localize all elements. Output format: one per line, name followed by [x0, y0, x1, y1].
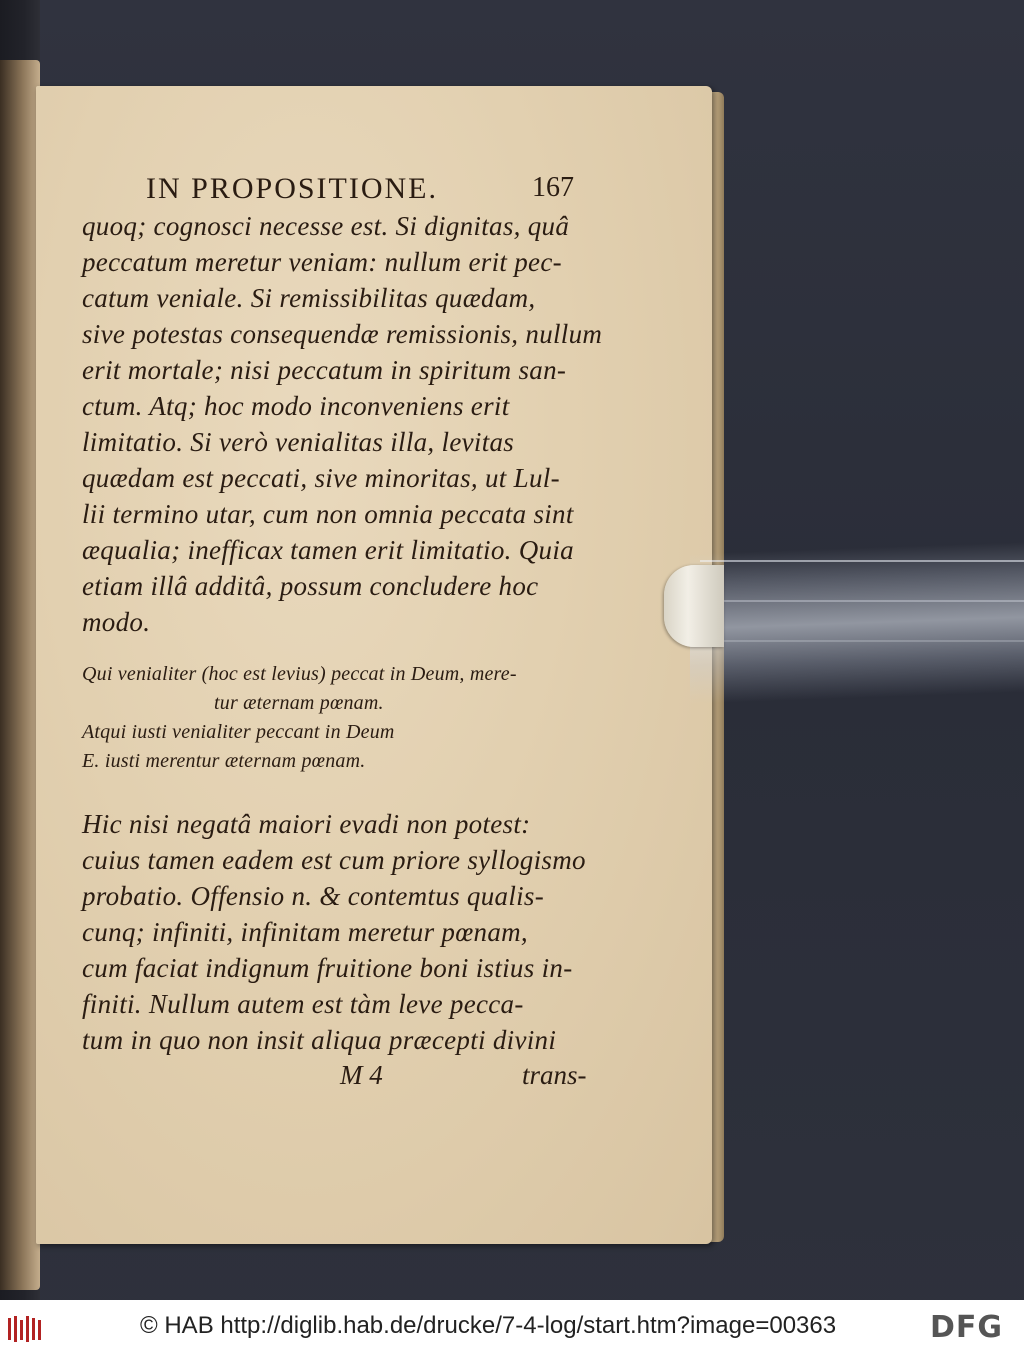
- text-line: cuius tamen eadem est cum priore syllogismo: [82, 845, 586, 875]
- text-line: erit mortale; nisi peccatum in spiritum san-: [82, 355, 567, 385]
- signature-line: [82, 1058, 642, 1096]
- syllogism-block: [82, 660, 642, 776]
- syllogism-conclusion: E. iusti merentur æternam pœnam.: [82, 750, 366, 772]
- syllogism-minor: Atqui iusti venialiter peccant in Deum: [82, 721, 395, 743]
- dfg-logo-icon: DFG: [930, 1310, 1004, 1345]
- text-line: etiam illâ additâ, possum concludere hoc: [82, 571, 539, 601]
- text-line: probatio. Offensio n. & contemtus qualis-: [82, 881, 545, 911]
- clamp-tip: [664, 565, 724, 647]
- signature-mark: M 4: [340, 1060, 383, 1090]
- page-header: [82, 168, 642, 208]
- paragraph-2: [82, 806, 642, 1058]
- syllogism-major-cont: tur æternam pœnam.: [214, 692, 384, 714]
- clamp-highlight: [700, 560, 1024, 562]
- paragraph-1: [82, 208, 642, 640]
- clamp-highlight: [700, 600, 1024, 602]
- text-line: Hic nisi negatâ maiori evadi non potest:: [82, 809, 531, 839]
- text-line: limitatio. Si verò venialitas illa, levitas: [82, 427, 515, 457]
- syllogism-major: Qui venialiter (hoc est levius) peccat in Deum, mere-: [82, 663, 517, 685]
- text-line: ctum. Atq; hoc modo inconveniens erit: [82, 391, 510, 421]
- hab-logo-icon: [6, 1314, 44, 1344]
- text-line: æqualia; inefficax tamen erit limitatio. Quia: [82, 535, 574, 565]
- text-line: sive potestas consequendæ remissionis, nullum: [82, 319, 603, 349]
- text-line: catum veniale. Si remissibilitas quædam,: [82, 283, 536, 313]
- text-line: tum in quo non insit aliqua præcepti divini: [82, 1025, 557, 1055]
- catchword: trans-: [522, 1060, 587, 1090]
- text-line: finiti. Nullum autem est tàm leve pecca-: [82, 989, 524, 1019]
- footer-bar: [0, 1300, 1024, 1356]
- running-head: IN PROPOSITIONE.: [146, 172, 439, 205]
- text-line: cunq; infiniti, infinitam meretur pœnam,: [82, 917, 528, 947]
- facing-page-edge: [0, 60, 40, 1290]
- copyright-link[interactable]: © HAB http://diglib.hab.de/drucke/7-4-log/start.htm?image=00363: [140, 1312, 837, 1339]
- text-line: lii termino utar, cum non omnia peccata sint: [82, 499, 574, 529]
- clamp-highlight: [700, 640, 1024, 642]
- page-number: 167: [532, 172, 574, 203]
- text-line: cum faciat indignum fruitione boni istius in-: [82, 953, 573, 983]
- text-line: quoq; cognosci necesse est. Si dignitas, quâ: [82, 211, 570, 241]
- plexiglass-clamp: [690, 542, 1024, 704]
- text-line: peccatum meretur veniam: nullum erit pec-: [82, 247, 562, 277]
- page-text: [82, 168, 642, 1096]
- text-line: quædam est peccati, sive minoritas, ut Lul-: [82, 463, 560, 493]
- text-line: modo.: [82, 607, 151, 637]
